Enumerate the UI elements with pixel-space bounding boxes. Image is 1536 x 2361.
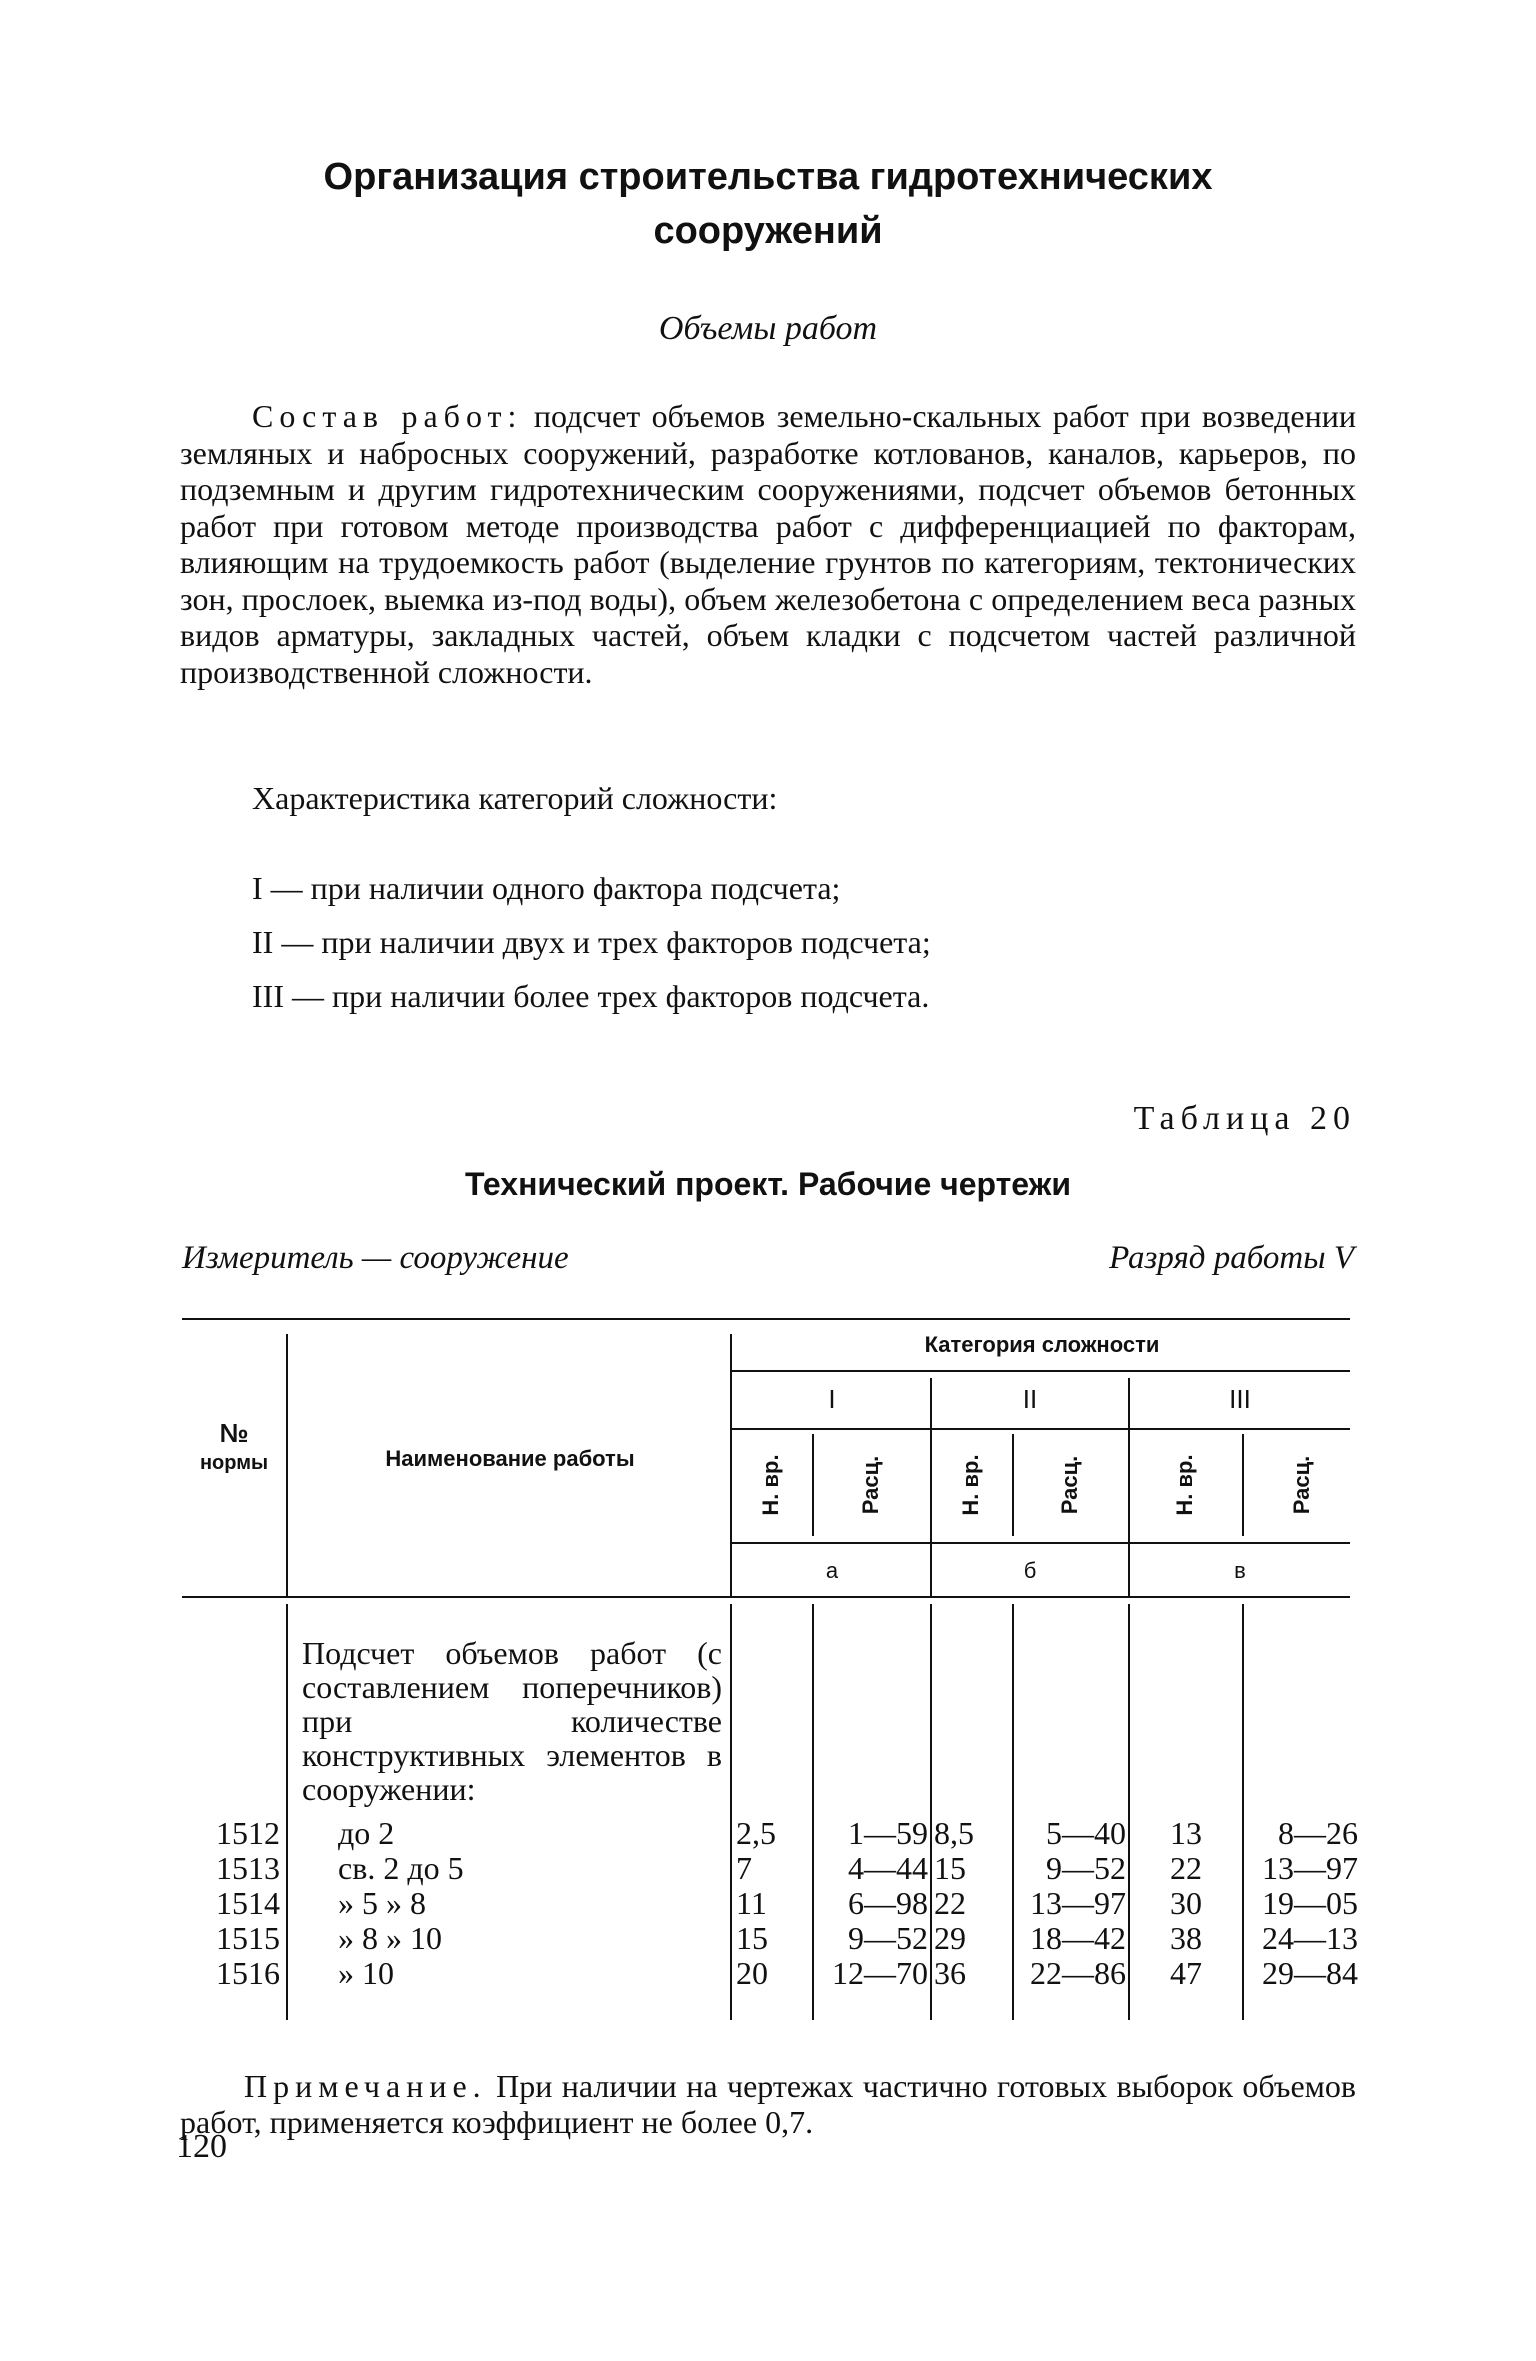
divider-sub-2 (1012, 1434, 1014, 1536)
cell-n1: 2,5 (736, 1815, 776, 1851)
cell-n1: 15 (736, 1920, 768, 1956)
column-header-rule (732, 1542, 1350, 1544)
body-divider-4 (930, 1604, 932, 2020)
category-item-1: I — при наличии одного фактора подсчета; (252, 870, 841, 906)
header-cat-I: I (828, 1384, 836, 1414)
cell-r3: 13—97 (1262, 1850, 1358, 1886)
table-number: Таблица 20 (1133, 1100, 1356, 1137)
header-nvr-3: Н. вр. (1172, 1454, 1197, 1516)
header-cat-III: III (1229, 1384, 1251, 1414)
cell-name: » 5 » 8 (338, 1885, 426, 1921)
cell-r2: 5—40 (1046, 1815, 1126, 1851)
title-line-2: сооружений (653, 210, 883, 252)
category-item-2: II — при наличии двух и трех факторов подсчета; (252, 924, 931, 960)
cell-r1: 9—52 (848, 1920, 928, 1956)
composition-paragraph (180, 398, 1356, 690)
body-divider-1 (286, 1604, 288, 2020)
page-number: 120 (176, 2128, 227, 2165)
section-title (180, 150, 1356, 258)
cell-r3: 19—05 (1262, 1885, 1358, 1921)
body-divider-2 (730, 1604, 732, 2020)
cell-n3: 13 (1170, 1815, 1202, 1851)
cell-n2: 36 (934, 1955, 966, 1991)
cell-r3: 24—13 (1262, 1920, 1358, 1956)
characteristics-heading: Характеристика категорий сложности: (252, 780, 778, 816)
table-grade: Разряд работы V (1109, 1240, 1354, 1276)
table-top-rule (182, 1318, 1350, 1320)
table-note (180, 2068, 1356, 2140)
cell-norm: 1516 (216, 1955, 280, 1991)
work-description: Подсчет объемов работ (с составлением поперечников) при количестве конструктивных элементов в сооружении: (302, 1635, 722, 1807)
header-norm-symbol: № (219, 1418, 249, 1448)
cell-norm: 1513 (216, 1850, 280, 1886)
header-norm-label: нормы (199, 1452, 269, 1474)
header-work-name: Наименование работы (385, 1446, 635, 1471)
header-nvr-2: Н. вр. (958, 1454, 983, 1516)
cell-r1: 4—44 (848, 1850, 928, 1886)
composition-lead: Состав работ: (252, 398, 523, 434)
category-item-3: III — при наличии более трех факторов подсчета. (252, 978, 930, 1014)
cell-n1: 20 (736, 1955, 768, 1991)
title-line-1: Организация строительства гидротехнических (323, 156, 1213, 198)
header-nvr-1: Н. вр. (758, 1454, 783, 1516)
cell-norm: 1515 (216, 1920, 280, 1956)
cell-r2: 13—97 (1030, 1885, 1126, 1921)
cell-n3: 38 (1170, 1920, 1202, 1956)
header-col-b: б (1023, 1558, 1037, 1583)
divider-norm (286, 1334, 288, 1596)
cell-norm: 1514 (216, 1885, 280, 1921)
body-divider-7 (1242, 1604, 1244, 2020)
cell-n3: 30 (1170, 1885, 1202, 1921)
header-col-v: в (1234, 1558, 1246, 1583)
header-cat-II: II (1022, 1384, 1038, 1414)
cell-name: до 2 (338, 1815, 395, 1851)
body-divider-6 (1128, 1604, 1130, 2020)
section-subtitle: Объемы работ (658, 310, 878, 347)
cell-r1: 1—59 (848, 1815, 928, 1851)
cell-name: » 10 (338, 1955, 394, 1991)
cell-name: » 8 » 10 (338, 1920, 442, 1956)
cell-r2: 18—42 (1030, 1920, 1126, 1956)
cell-name: св. 2 до 5 (338, 1850, 464, 1886)
cell-r1: 6—98 (848, 1885, 928, 1921)
header-rasc-1: Расц. (858, 1455, 883, 1515)
category-rule (732, 1370, 1350, 1372)
cell-n1: 7 (736, 1850, 752, 1886)
cell-r2: 22—86 (1030, 1955, 1126, 1991)
table-meter: Измеритель — сооружение (182, 1240, 569, 1276)
note-lead: Примечание. (244, 2068, 487, 2104)
header-rasc-3: Расц. (1289, 1455, 1314, 1515)
note-text: При наличии на чертежах частично готовых выборок объемов работ, применяется коэффициент не более 0,7. (180, 2068, 1357, 2140)
divider-name (730, 1334, 732, 1596)
divider-sub-3 (1242, 1434, 1244, 1536)
cell-norm: 1512 (216, 1815, 280, 1851)
cell-n3: 47 (1170, 1955, 1202, 1991)
header-bottom-rule (182, 1596, 1350, 1598)
subcategory-rule (732, 1428, 1350, 1430)
divider-sub-1 (812, 1434, 814, 1536)
cell-n2: 8,5 (934, 1815, 974, 1851)
cell-n2: 15 (934, 1850, 966, 1886)
cell-n2: 29 (934, 1920, 966, 1956)
cell-r1: 12—70 (832, 1955, 928, 1991)
header-category: Категория сложности (924, 1332, 1160, 1357)
cell-n1: 11 (736, 1885, 767, 1921)
composition-text: подсчет объемов земельно-скальных работ при возведении земляных и набросных сооружений, разработке котлованов, каналов, карьеров, по подземным и другим гидротехническим сооружениями, подсчет объемов бетонных работ при готовом методе производства работ с дифференциацией по факторам, влияющим на трудоемкость работ (выделение грунтов по категориям, тектонических зон, прослоек, выемка из-под воды), объем железобетона с определением веса разных видов арматуры, закладных частей, объем кладки с подсчетом частей различной производственной сложности. (180, 398, 1357, 690)
cell-r2: 9—52 (1046, 1850, 1126, 1886)
cell-r3: 8—26 (1278, 1815, 1358, 1851)
cell-r3: 29—84 (1262, 1955, 1358, 1991)
cell-n2: 22 (934, 1885, 966, 1921)
header-col-a: а (825, 1558, 839, 1583)
cell-n3: 22 (1170, 1850, 1202, 1886)
header-rasc-2: Расц. (1057, 1455, 1082, 1515)
table-title: Технический проект. Рабочие чертежи (464, 1166, 1072, 1202)
